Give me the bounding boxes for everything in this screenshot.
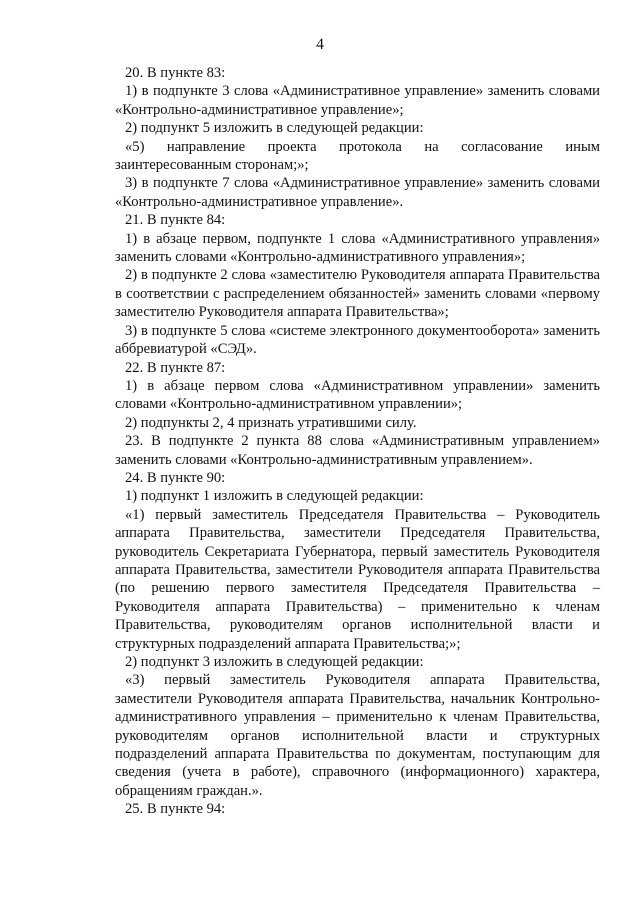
paragraph-item-20-3: 3) в подпункте 7 слова «Административное управление» заменить словами «Контрольно-административное управление». (115, 175, 600, 210)
paragraph-item-24-2-quote: «3) первый заместитель Руководителя аппарата Правительства, заместители Руководителя аппарата Правительства, начальник Контрольно-административного управления – применительно к членам Правительства, руководителям органов исполнительной власти и структурных подразделений аппарата Правительства по документам, поступающим для сведения (учета в работе), справочного (информационного) характера, обращениям граждан.». (115, 672, 600, 799)
paragraph-item-21-heading: 21. В пункте 84: (125, 212, 226, 229)
paragraph-item-20-1: 1) в подпункте 3 слова «Административное управление» заменить словами «Контрольно-административное управление»; (115, 83, 600, 118)
paragraph-item-21-2: 2) в подпункте 2 слова «заместителю Руководителя аппарата Правительства в соответствии с распределением обязанностей» заменить словами «первому заместителю Руководителя аппарата Правительства»; (115, 267, 600, 321)
paragraph-item-24-1-quote: «1) первый заместитель Председателя Правительства – Руководитель аппарата Правительства, заместители Председателя Правительства, руководитель Секретариата Губернатора, первый заместитель Руководителя аппарата Правительства, заместители Руководителя аппарата Правительства (по решению первого заместителя Председателя Правительства – Руководителя аппарата Правительства) – применительно к членам Правительства, руководителям органов исполнительной власти и структурных подразделений аппарата Правительства;»; (115, 506, 600, 652)
paragraph-item-23: 23. В подпункте 2 пункта 88 слова «Административным управлением» заменить словами «Контрольно-административным управлением». (115, 433, 600, 468)
document-body (115, 64, 600, 819)
paragraph-item-24-2: 2) подпункт 3 изложить в следующей редакции: (125, 654, 424, 670)
paragraph-item-24-1: 1) подпункт 1 изложить в следующей редакции: (125, 488, 424, 505)
paragraph-item-22-1: 1) в абзаце первом слова «Административном управлении» заменить словами «Контрольно-административном управлении»; (115, 377, 600, 413)
paragraph-item-22-2: 2) подпункты 2, 4 признать утратившими силу. (125, 414, 417, 431)
paragraph-item-24-heading: 24. В пункте 90: (125, 469, 226, 486)
paragraph-item-22-heading: 22. В пункте 87: (125, 359, 226, 376)
paragraph-item-20-heading: 20. В пункте 83: (125, 65, 226, 81)
paragraph-item-21-1: 1) в абзаце первом, подпункте 1 слова «Административного управления» заменить словами «Контрольно-административного управления»; (115, 230, 600, 266)
paragraph-item-25-heading: 25. В пункте 94: (125, 801, 226, 818)
paragraph-item-20-2-quote: «5) направление проекта протокола на согласование иным заинтересованным сторонам;»; (115, 138, 600, 174)
paragraph-item-20-2: 2) подпункт 5 изложить в следующей редакции: (125, 120, 424, 137)
page-number: 4 (316, 36, 324, 53)
paragraph-item-21-3: 3) в подпункте 5 слова «системе электронного документооборота» заменить аббревиатурой «СЭД». (115, 322, 600, 358)
